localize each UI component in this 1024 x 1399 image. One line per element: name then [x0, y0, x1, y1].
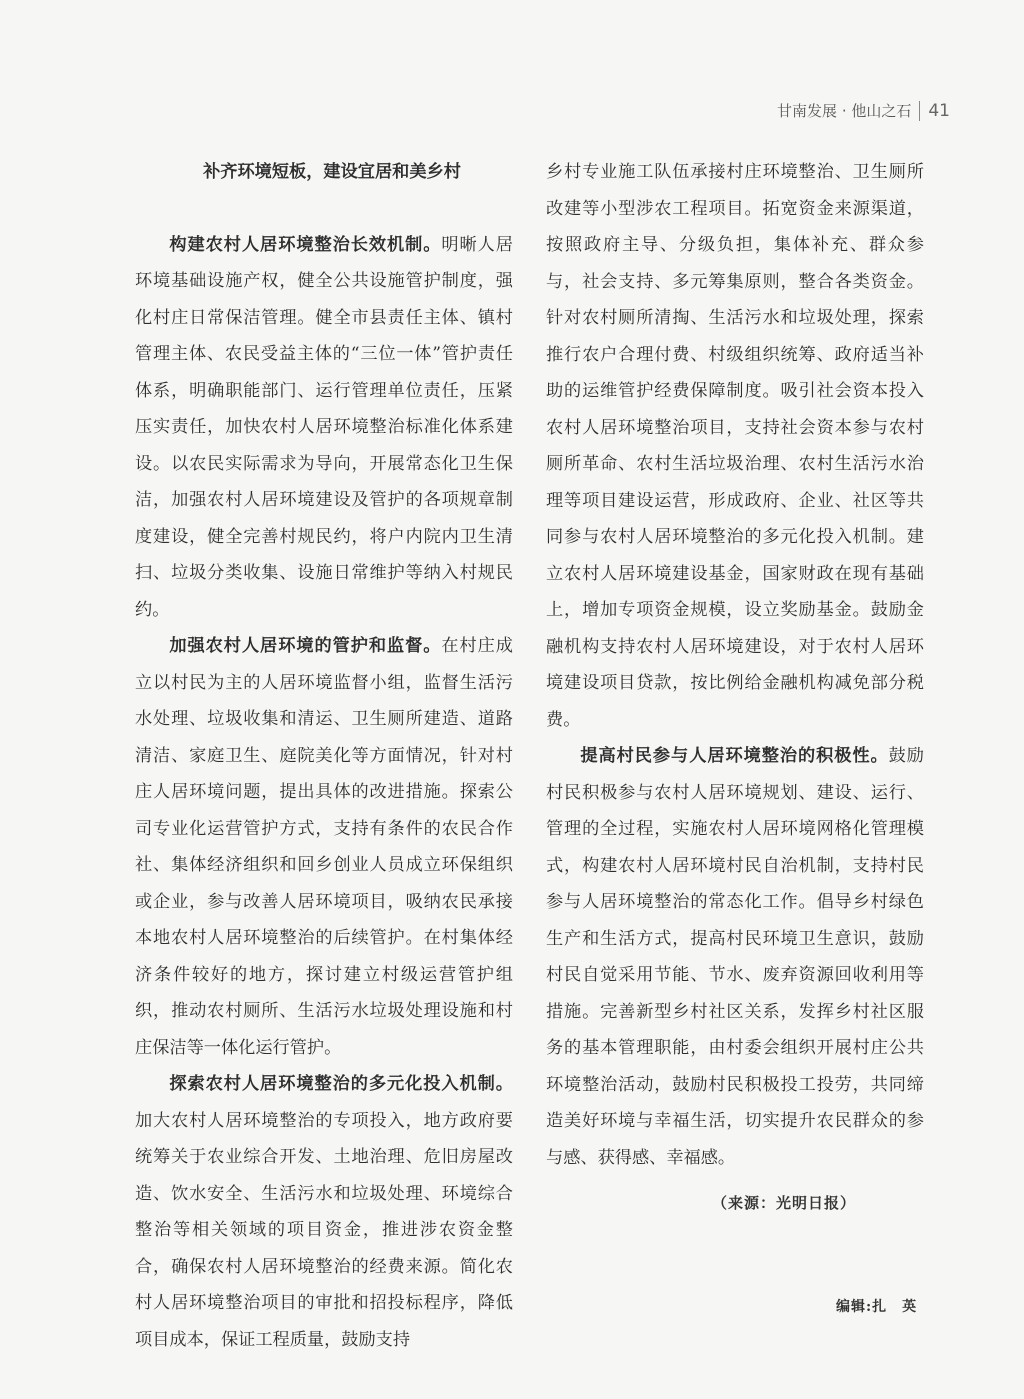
paragraph-3-continued [546, 154, 924, 738]
paragraph-2-body: 在村庄成立以村民为主的人居环境监督小组，监督生活污水处理、垃圾收集和清运、卫生厕所建造、道路清洁、家庭卫生、庭院美化等方面情况，针对村庄人居环境问题，提出具体的改进措施。探索公司专业化运营管护方式，支持有条件的农民合作社、集体经济组织和回乡创业人员成立环保组织或企业，参与改善人居环境项目，吸纳农民承接本地农村人居环境整治的后续管护。在村集体经济条件较好的地方，探讨建立村级运营管护组织，推动农村厕所、生活污水垃圾处理设施和村庄保洁等一体化运行管护。 [135, 636, 513, 1058]
section-title: 补齐环境短板，建设宜居和美乡村 [203, 162, 461, 182]
header-divider [919, 101, 920, 121]
paragraph-2 [135, 628, 513, 1066]
paragraph-3 [135, 1066, 513, 1358]
editor-credit: 编辑:扎 英 [836, 1299, 918, 1315]
paragraph-4-lead: 提高村民参与人居环境整治的积极性。 [580, 746, 889, 766]
page-number: 41 [928, 100, 950, 121]
paragraph-4-body: 鼓励村民积极参与农村人居环境规划、建设、运行、管理的全过程，实施农村人居环境网格化管理模式，构建农村人居环境村民自治机制，支持村民参与人居环境整治的常态化工作。倡导乡村绿色生产和生活方式，提高村民环境卫生意识，鼓励村民自觉采用节能、节水、废弃资源回收利用等措施。完善新型乡村社区关系，发挥乡村社区服务的基本管理职能，由村委会组织开展村庄公共环境整治活动，鼓励村民积极投工投劳，共同缔造美好环境与幸福生活，切实提升农民群众的参与感、获得感、幸福感。 [546, 746, 924, 1168]
header-section-label: 甘南发展 · 他山之石 [777, 102, 912, 120]
paragraph-3-body-left: 加大农村人居环境整治的专项投入，地方政府要统筹关于农业综合开发、土地治理、危旧房屋改造、饮水安全、生活污水和垃圾处理、环境综合整治等相关领域的项目资金，推进涉农资金整合，确保农村人居环境整治的经费来源。简化农村人居环境整治项目的审批和招投标程序，降低项目成本，保证工程质量，鼓励支持 [135, 1110, 513, 1350]
paragraph-3-lead: 探索农村人居环境整治的多元化投入机制。 [169, 1074, 513, 1094]
right-column [546, 154, 924, 1176]
paragraph-1 [135, 227, 513, 629]
paragraph-2-lead: 加强农村人居环境的管护和监督。 [169, 636, 442, 656]
paragraph-3-body-right: 乡村专业施工队伍承接村庄环境整治、卫生厕所改建等小型涉农工程项目。拓宽资金来源渠道，按照政府主导、分级负担，集体补充、群众参与，社会支持、多元筹集原则，整合各类资金。针对农村厕所清掏、生活污水和垃圾处理，探索推行农户合理付费、村级组织统筹、政府适当补助的运维管护经费保障制度。吸引社会资本投入农村人居环境整治项目，支持社会资本参与农村厕所革命、农村生活垃圾治理、农村生活污水治理等项目建设运营，形成政府、企业、社区等共同参与农村人居环境整治的多元化投入机制。建立农村人居环境建设基金，国家财政在现有基础上，增加专项资金规模，设立奖励基金。鼓励金融机构支持农村人居环境建设，对于农村人居环境建设项目贷款，按比例给金融机构减免部分税费。 [546, 162, 924, 730]
paragraph-4 [546, 738, 924, 1176]
paragraph-1-lead: 构建农村人居环境整治长效机制。 [169, 234, 442, 255]
paragraph-1-body: 明晰人居环境基础设施产权，健全公共设施管护制度，强化村庄日常保洁管理。健全市县责任主体、镇村管理主体、农民受益主体的“三位一体”管护责任体系，明确职能部门、运行管理单位责任，压紧压实责任，加快农村人居环境整治标准化体系建设。以农民实际需求为导向，开展常态化卫生保洁，加强农村人居环境建设及管护的各项规章制度建设，健全完善村规民约，将户内院内卫生清扫、垃圾分类收集、设施日常维护等纳入村规民约。 [135, 234, 513, 620]
running-header [777, 100, 950, 121]
left-column [135, 154, 513, 1358]
source-credit: （来源：光明日报） [712, 1194, 857, 1212]
